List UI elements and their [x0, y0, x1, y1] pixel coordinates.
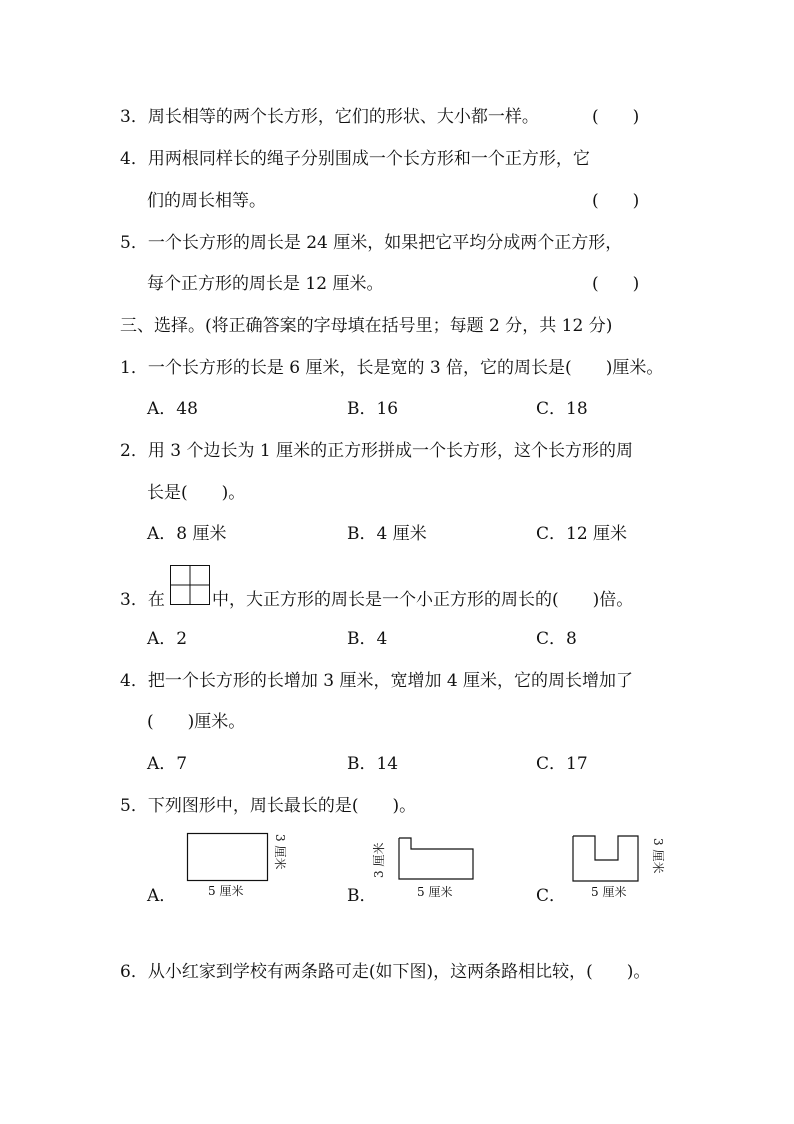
figure-c-shape — [567, 830, 675, 902]
four-squares-figure — [170, 565, 210, 605]
mc-q5-text: 5．下列图形中，周长最长的是( )。 — [120, 796, 417, 816]
figure-b-width-label: 5 厘米 — [417, 885, 453, 899]
figure-a-height-label: 3 厘米 — [273, 834, 287, 870]
mc-q2-option-a[interactable]: A．8 厘米 — [147, 524, 227, 544]
tf-q4-line2: 们的周长相等。 — [147, 191, 266, 211]
mc-q2-line2: 长是( )。 — [147, 483, 246, 503]
mc-q3-prefix: 3．在 — [120, 590, 165, 610]
section3-heading: 三、选择。(将正确答案的字母填在括号里；每题 2 分，共 12 分) — [120, 316, 613, 336]
mc-q4-line2: ( )厘米。 — [147, 712, 246, 732]
mc-q3-option-a[interactable]: A．2 — [147, 629, 188, 649]
mc-q2-option-c[interactable]: C．12 厘米 — [536, 524, 628, 544]
figure-c-width-label: 5 厘米 — [591, 885, 627, 899]
mc-q5-option-a[interactable]: A． — [147, 886, 177, 906]
figure-b-height-label: 3 厘米 — [372, 842, 386, 878]
mc-q4-option-c[interactable]: C．17 — [536, 754, 588, 774]
mc-q6-text: 6．从小红家到学校有两条路可走(如下图)，这两条路相比较，( )。 — [120, 962, 651, 982]
figure-a-rectangle — [180, 828, 300, 902]
mc-q4-line1: 4．把一个长方形的长增加 3 厘米，宽增加 4 厘米，它的周长增加了 — [120, 671, 634, 691]
mc-q3-option-c[interactable]: C．8 — [536, 629, 577, 649]
figure-a-width-label: 5 厘米 — [208, 884, 244, 898]
mc-q1-text: 1．一个长方形的长是 6 厘米，长是宽的 3 倍，它的周长是( )厘米。 — [120, 358, 664, 378]
mc-q5-option-c[interactable]: C． — [536, 886, 567, 906]
figure-b-outline — [399, 838, 473, 879]
mc-q3-option-b[interactable]: B．4 — [347, 629, 388, 649]
tf-q3-answer-paren[interactable]: ( ) — [592, 107, 640, 127]
mc-q3-suffix: 中，大正方形的周长是一个小正方形的周长的( )倍。 — [212, 590, 634, 610]
mc-q2-line1: 2．用 3 个边长为 1 厘米的正方形拼成一个长方形，这个长方形的周 — [120, 441, 634, 461]
figure-a-shape — [188, 834, 268, 881]
mc-q4-option-a[interactable]: A．7 — [147, 754, 188, 774]
tf-q5-line1: 5．一个长方形的周长是 24 厘米，如果把它平均分成两个正方形， — [120, 233, 623, 253]
figure-b-shape — [372, 832, 488, 902]
tf-q5-line2: 每个正方形的周长是 12 厘米。 — [147, 274, 384, 294]
mc-q5-option-b[interactable]: B． — [347, 886, 377, 906]
mc-q1-option-b[interactable]: B．16 — [347, 399, 399, 419]
mc-q1-option-a[interactable]: A．48 — [147, 399, 198, 419]
figure-c-outline — [573, 836, 638, 881]
tf-q4-answer-paren[interactable]: ( ) — [592, 191, 640, 211]
tf-q4-line1: 4．用两根同样长的绳子分别围成一个长方形和一个正方形，它 — [120, 149, 590, 169]
tf-q5-answer-paren[interactable]: ( ) — [592, 274, 640, 294]
tf-q3-text: 3．周长相等的两个长方形，它们的形状、大小都一样。 — [120, 107, 539, 127]
mc-q4-option-b[interactable]: B．14 — [347, 754, 399, 774]
mc-q2-option-b[interactable]: B．4 厘米 — [347, 524, 427, 544]
figure-c-height-label: 3 厘米 — [651, 838, 665, 874]
mc-q1-option-c[interactable]: C．18 — [536, 399, 588, 419]
